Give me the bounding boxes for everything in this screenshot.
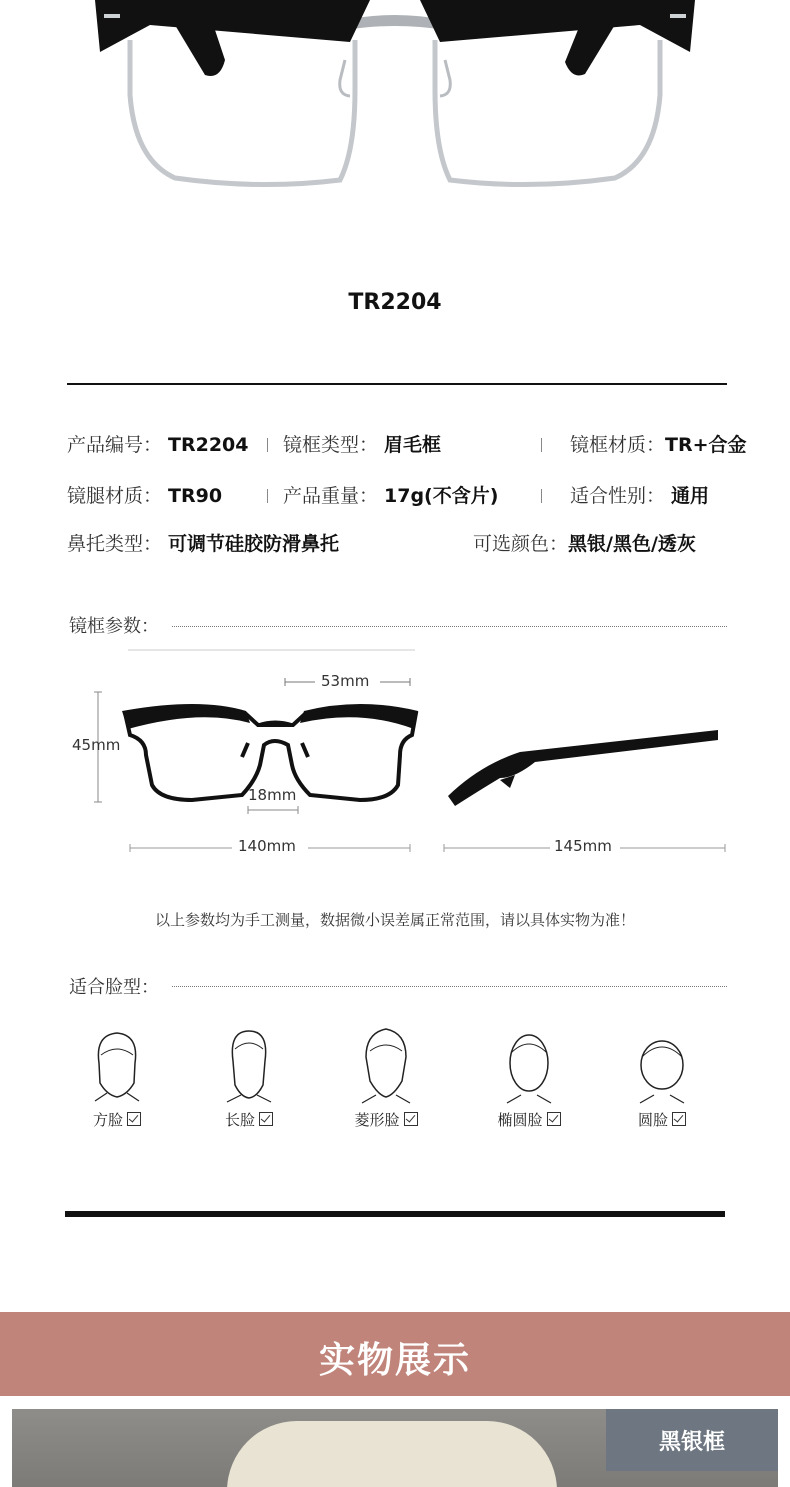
oval-face-icon	[499, 1025, 559, 1105]
long-face-icon	[219, 1025, 279, 1105]
spec-label: 镜腿材质：	[67, 485, 163, 507]
checkbox-checked-icon	[547, 1112, 561, 1126]
product-model-title: TR2204	[348, 290, 442, 315]
checkbox-checked-icon	[259, 1112, 273, 1126]
spec-value: TR+合金	[665, 434, 747, 456]
glasses-product-photo	[0, 0, 790, 240]
spec-label: 鼻托类型：	[67, 533, 163, 555]
measurement-note: 以上参数均为手工测量，数据微小误差属正常范围，请以具体实物为准！	[154, 911, 635, 929]
spec-label: 镜框类型：	[283, 434, 379, 456]
spec-colors	[473, 529, 696, 556]
spec-label: 产品重量：	[283, 485, 379, 507]
face-shape-diamond	[331, 1025, 441, 1130]
temple-length-label: 145mm	[554, 837, 612, 855]
spec-weight	[283, 481, 498, 508]
spec-separator	[267, 438, 268, 452]
spec-temple-material	[67, 481, 222, 508]
face-shape-name: 圆脸	[637, 1111, 668, 1129]
spec-frame-material	[570, 430, 747, 457]
spec-label: 镜框材质：	[570, 434, 666, 456]
face-shape-square	[62, 1025, 172, 1130]
spec-nose-pad	[67, 529, 339, 556]
spec-value: 黑银/黑色/透灰	[568, 533, 696, 555]
square-face-icon	[87, 1025, 147, 1105]
checkbox-checked-icon	[404, 1112, 418, 1126]
showcase-photo	[12, 1409, 778, 1487]
spec-value: 可调节硅胶防滑鼻托	[168, 533, 340, 555]
spec-value: 17g(不含片)	[384, 485, 499, 507]
spec-gender	[570, 481, 709, 508]
spec-row-3	[67, 529, 767, 559]
variant-tag-label: 黑银框	[658, 1430, 725, 1455]
diamond-face-icon	[356, 1025, 416, 1105]
round-face-icon	[632, 1025, 692, 1105]
face-shape-long	[194, 1025, 304, 1130]
spec-separator	[267, 489, 268, 503]
showcase-banner	[0, 1312, 790, 1396]
spec-value: 眉毛框	[384, 434, 442, 456]
face-shape-name: 长脸	[224, 1111, 255, 1129]
spec-value: 通用	[671, 485, 710, 507]
checkbox-checked-icon	[127, 1112, 141, 1126]
frame-front-diagram	[60, 645, 440, 865]
spec-frame-type	[283, 430, 441, 457]
checkbox-checked-icon	[672, 1112, 686, 1126]
spec-row-1	[67, 430, 767, 460]
lens-width-label: 53mm	[321, 672, 370, 690]
face-shape-name: 菱形脸	[354, 1111, 400, 1129]
spec-separator	[541, 489, 542, 503]
face-shape-name: 方脸	[92, 1111, 123, 1129]
showcase-banner-title: 实物展示	[318, 1340, 471, 1381]
glasses-case-image	[227, 1421, 557, 1487]
face-shape-oval	[474, 1025, 584, 1130]
lens-height-label: 45mm	[72, 736, 121, 754]
spec-label: 产品编号：	[67, 434, 163, 456]
section-divider	[67, 383, 727, 385]
spec-value: TR90	[168, 485, 223, 507]
spec-label: 可选颜色：	[473, 533, 569, 555]
section-divider-thick	[65, 1211, 725, 1217]
frame-params-label: 镜框参数：	[69, 616, 159, 637]
face-shapes-label: 适合脸型：	[69, 977, 159, 998]
spec-row-2	[67, 481, 767, 511]
spec-product-code	[67, 430, 249, 457]
spec-value: TR2204	[168, 434, 249, 456]
dotted-leader	[172, 986, 727, 987]
spec-label: 适合性别：	[570, 485, 666, 507]
face-shape-name: 椭圆脸	[497, 1111, 543, 1129]
face-shape-round	[607, 1025, 717, 1130]
spec-separator	[541, 438, 542, 452]
frame-width-label: 140mm	[238, 837, 296, 855]
dotted-leader	[172, 626, 727, 627]
bridge-width-label: 18mm	[248, 786, 297, 804]
variant-tag	[606, 1409, 778, 1471]
